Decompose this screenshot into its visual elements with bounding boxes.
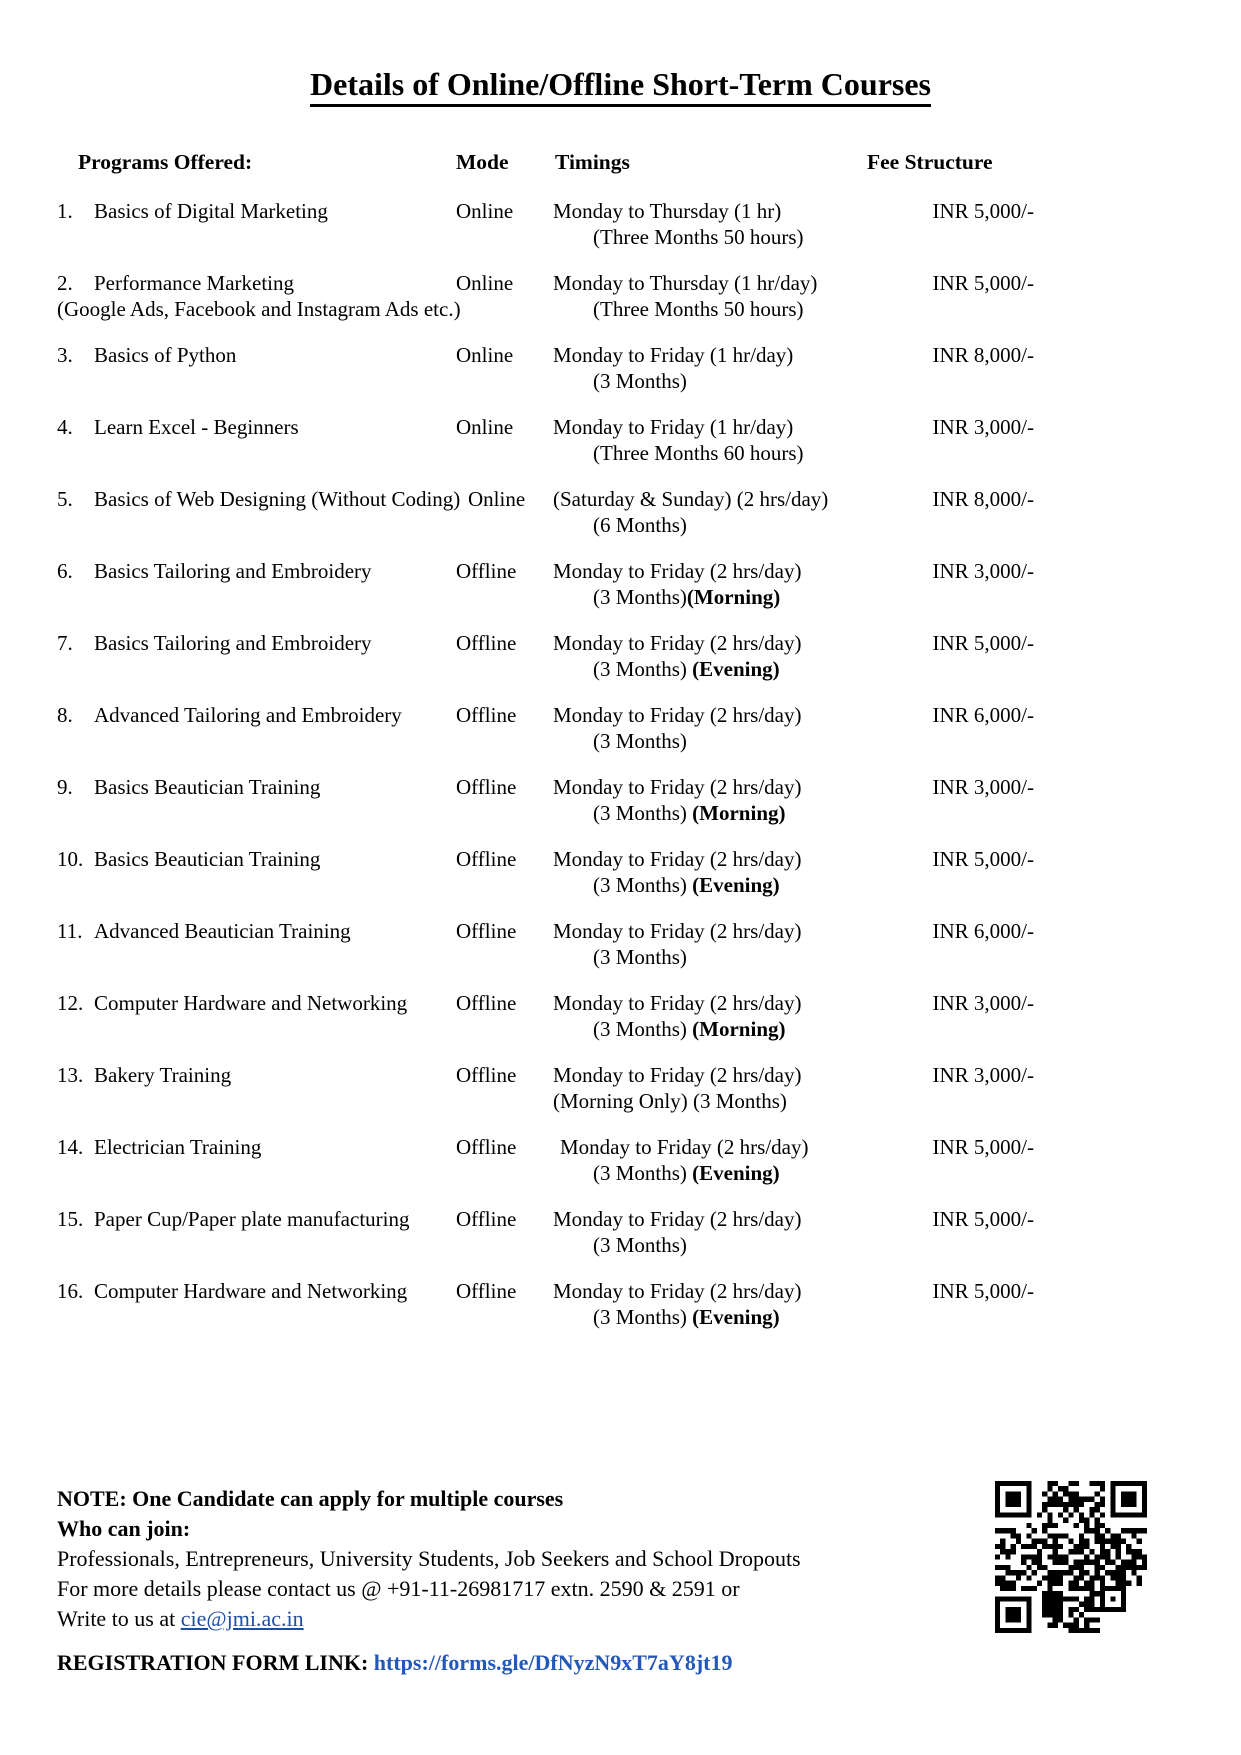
audience-text: Professionals, Entrepreneurs, University Students, Job Seekers and School Dropouts	[57, 1546, 801, 1571]
course-session-badge: (Evening)	[692, 873, 780, 897]
table-row	[0, 558, 1241, 630]
course-name: Basics of Python	[94, 343, 237, 367]
course-timing-line2	[593, 1304, 953, 1330]
course-mode: Offline	[456, 1135, 517, 1159]
row-number: 1.	[57, 199, 73, 223]
course-duration: (3 Months)	[593, 945, 687, 969]
course-timing-line2	[593, 656, 953, 682]
course-fee: INR 8,000/-	[932, 487, 1034, 511]
course-mode: Offline	[456, 559, 517, 583]
course-fee: INR 3,000/-	[932, 991, 1034, 1015]
course-timing-line2	[593, 512, 953, 538]
course-name: Basics Beautician Training	[94, 847, 321, 871]
row-number: 14.	[57, 1135, 84, 1159]
course-timing-line2	[593, 224, 953, 250]
note-block	[57, 1484, 917, 1634]
course-fee: INR 5,000/-	[932, 199, 1034, 223]
course-fee: INR 6,000/-	[932, 703, 1034, 727]
course-duration: (Three Months 60 hours)	[593, 441, 804, 465]
course-mode: Online	[456, 415, 514, 439]
course-fee: INR 8,000/-	[932, 343, 1034, 367]
course-duration: (3 Months)	[593, 729, 687, 753]
course-mode: Offline	[456, 631, 517, 655]
contact-text: For more details please contact us @ +91-11-26981717 extn. 2590 & 2591 or	[57, 1576, 740, 1601]
course-fee: INR 3,000/-	[932, 775, 1034, 799]
write-to-us-line	[57, 1604, 917, 1634]
course-session-badge: (Morning)	[692, 801, 786, 825]
course-name: Paper Cup/Paper plate manufacturing	[94, 1207, 410, 1231]
table-row	[0, 342, 1241, 414]
course-name: Learn Excel - Beginners	[94, 415, 299, 439]
course-name: Basics Tailoring and Embroidery	[94, 631, 372, 655]
course-timing-line2	[593, 368, 953, 394]
course-name: Basics Beautician Training	[94, 775, 321, 799]
course-timing-line2	[593, 1232, 953, 1258]
course-mode: Offline	[456, 775, 517, 799]
row-number: 9.	[57, 775, 73, 799]
course-duration: (Morning Only) (3 Months)	[553, 1089, 787, 1113]
course-timing: Monday to Friday (2 hrs/day)	[553, 631, 802, 655]
course-timing: Monday to Friday (2 hrs/day)	[560, 1135, 809, 1159]
column-header-mode: Mode	[456, 150, 509, 174]
course-mode: Offline	[456, 991, 517, 1015]
course-fee: INR 3,000/-	[932, 1063, 1034, 1087]
note-text: NOTE: One Candidate can apply for multiple courses	[57, 1486, 564, 1511]
course-name: Computer Hardware and Networking	[94, 1279, 408, 1303]
course-duration: (3 Months)	[593, 369, 687, 393]
course-timing: Monday to Friday (1 hr/day)	[553, 415, 794, 439]
course-timing-line2	[593, 944, 953, 970]
course-name: Electrician Training	[94, 1135, 262, 1159]
column-header-fee: Fee Structure	[867, 150, 993, 174]
table-row	[0, 630, 1241, 702]
course-timing: Monday to Friday (1 hr/day)	[553, 343, 794, 367]
course-duration: (3 Months)	[593, 1017, 693, 1041]
course-session-badge: (Evening)	[692, 1305, 780, 1329]
course-fee: INR 5,000/-	[932, 1207, 1034, 1231]
table-row	[0, 1134, 1241, 1206]
page-title-text: Details of Online/Offline Short-Term Courses	[310, 66, 931, 107]
course-mode: Online	[456, 343, 514, 367]
course-fee: INR 5,000/-	[932, 271, 1034, 295]
row-number: 16.	[57, 1279, 84, 1303]
course-fee: INR 3,000/-	[932, 415, 1034, 439]
column-header-timings: Timings	[555, 150, 630, 174]
course-timing-line2	[593, 440, 953, 466]
course-duration: (3 Months)	[593, 801, 693, 825]
course-timing: Monday to Friday (2 hrs/day)	[553, 1279, 802, 1303]
table-row	[0, 990, 1241, 1062]
course-mode: Offline	[456, 919, 517, 943]
course-timing-line2	[593, 800, 953, 826]
table-row	[0, 198, 1241, 270]
row-number: 8.	[57, 703, 73, 727]
registration-line	[57, 1650, 732, 1676]
course-timing-line2	[593, 1160, 953, 1186]
table-row	[0, 1206, 1241, 1278]
write-to-us-prefix: Write to us at	[57, 1606, 181, 1631]
course-duration: (3 Months)	[593, 657, 693, 681]
course-timing: Monday to Friday (2 hrs/day)	[553, 559, 802, 583]
course-mode: Offline	[456, 1207, 517, 1231]
course-name: Performance Marketing	[94, 271, 295, 295]
course-name: Computer Hardware and Networking	[94, 991, 408, 1015]
page-title	[0, 66, 1241, 107]
course-duration: (6 Months)	[593, 513, 687, 537]
course-fee: INR 5,000/-	[932, 847, 1034, 871]
row-number: 7.	[57, 631, 73, 655]
table-header-row	[0, 150, 1241, 184]
course-timing-line2	[593, 728, 953, 754]
row-number: 10.	[57, 847, 84, 871]
course-timing-line2	[593, 1016, 953, 1042]
course-mode: Online	[468, 487, 526, 511]
course-duration: (3 Months)	[593, 1305, 693, 1329]
table-row	[0, 774, 1241, 846]
course-mode: Offline	[456, 1279, 517, 1303]
course-timing: Monday to Friday (2 hrs/day)	[553, 775, 802, 799]
table-row	[0, 414, 1241, 486]
row-number: 5.	[57, 487, 73, 511]
course-timing: Monday to Friday (2 hrs/day)	[553, 991, 802, 1015]
row-number: 4.	[57, 415, 73, 439]
table-row	[0, 486, 1241, 558]
course-mode: Offline	[456, 847, 517, 871]
course-duration: (3 Months)	[593, 1233, 687, 1257]
course-duration: (Three Months 50 hours)	[593, 225, 804, 249]
table-body	[0, 198, 1241, 1350]
row-number: 3.	[57, 343, 73, 367]
course-fee: INR 5,000/-	[932, 631, 1034, 655]
table-row	[0, 1278, 1241, 1350]
course-name: Advanced Beautician Training	[94, 919, 351, 943]
course-name: Bakery Training	[94, 1063, 232, 1087]
course-timing: Monday to Friday (2 hrs/day)	[553, 703, 802, 727]
course-session-badge: (Evening)	[692, 1161, 780, 1185]
column-header-programs: Programs Offered:	[78, 150, 253, 174]
table-row	[0, 702, 1241, 774]
who-can-join-label: Who can join:	[57, 1516, 191, 1541]
row-number: 13.	[57, 1063, 84, 1087]
course-fee: INR 3,000/-	[932, 559, 1034, 583]
course-duration: (3 Months)	[593, 873, 693, 897]
email-link[interactable]: cie@jmi.ac.in	[180, 1606, 304, 1631]
course-name: Advanced Tailoring and Embroidery	[94, 703, 402, 727]
courses-table	[0, 150, 1241, 1350]
row-number: 15.	[57, 1207, 84, 1231]
course-fee: INR 5,000/-	[932, 1135, 1034, 1159]
row-number: 12.	[57, 991, 84, 1015]
course-duration: (3 Months)	[593, 585, 687, 609]
course-timing: Monday to Friday (2 hrs/day)	[553, 1207, 802, 1231]
course-fee: INR 6,000/-	[932, 919, 1034, 943]
course-session-badge: (Evening)	[692, 657, 780, 681]
course-session-badge: (Morning)	[692, 1017, 786, 1041]
row-number: 6.	[57, 559, 73, 583]
course-name: Basics of Web Designing (Without Coding)	[94, 487, 461, 511]
course-timing: Monday to Thursday (1 hr)	[553, 199, 782, 223]
course-session-badge: (Morning)	[686, 585, 781, 609]
course-name-line2: (Google Ads, Facebook and Instagram Ads etc.)	[57, 297, 461, 321]
course-timing-line2	[593, 296, 953, 322]
course-duration: (3 Months)	[593, 1161, 693, 1185]
course-fee: INR 5,000/-	[932, 1279, 1034, 1303]
course-mode: Online	[456, 199, 514, 223]
qr-code-image	[995, 1481, 1147, 1633]
row-number: 2.	[57, 271, 73, 295]
registration-label: REGISTRATION FORM LINK:	[57, 1650, 374, 1675]
table-row	[0, 846, 1241, 918]
course-name: Basics of Digital Marketing	[94, 199, 328, 223]
course-timing: Monday to Friday (2 hrs/day)	[553, 847, 802, 871]
qr-code[interactable]	[995, 1481, 1147, 1633]
course-timing-line2	[553, 1088, 913, 1114]
course-mode: Offline	[456, 1063, 517, 1087]
table-row	[0, 918, 1241, 990]
row-number: 11.	[57, 919, 83, 943]
course-name: Basics Tailoring and Embroidery	[94, 559, 372, 583]
table-row	[0, 1062, 1241, 1134]
course-duration: (Three Months 50 hours)	[593, 297, 804, 321]
course-mode: Offline	[456, 703, 517, 727]
course-timing-line2	[593, 584, 953, 610]
course-timing: Monday to Friday (2 hrs/day)	[553, 1063, 802, 1087]
course-timing-line2	[593, 872, 953, 898]
registration-url-link[interactable]: https://forms.gle/DfNyzN9xT7aY8jt19	[373, 1650, 733, 1675]
course-timing: Monday to Thursday (1 hr/day)	[553, 271, 818, 295]
course-mode: Online	[456, 271, 514, 295]
table-row	[0, 270, 1241, 342]
course-timing: Monday to Friday (2 hrs/day)	[553, 919, 802, 943]
course-timing: (Saturday & Sunday) (2 hrs/day)	[553, 487, 829, 511]
